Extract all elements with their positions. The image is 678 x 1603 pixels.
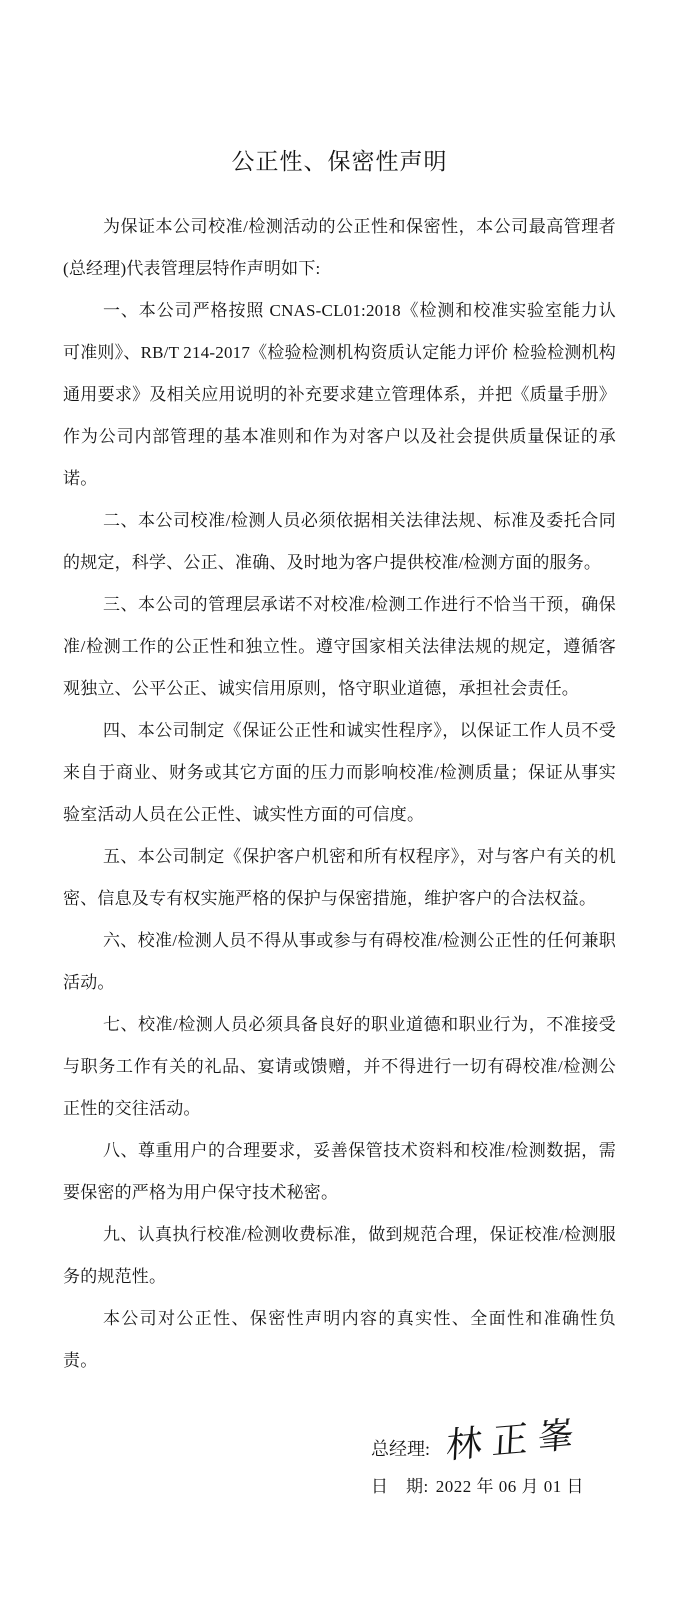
statement-body bbox=[63, 206, 616, 1382]
document-content bbox=[63, 142, 616, 1497]
general-manager-label: 总经理: bbox=[371, 1439, 431, 1459]
page-title: 公正性、保密性声明 bbox=[231, 149, 448, 174]
date-label: 日 期: bbox=[371, 1477, 429, 1496]
statement-paragraph: 为保证本公司校准/检测活动的公正性和保密性，本公司最高管理者(总经理)代表管理层特作声明如下: bbox=[63, 217, 616, 278]
statement-paragraph: 五、本公司制定《保护客户机密和所有权程序》，对与客户有关的机密、信息及专有权实施严格的保护与保密措施，维护客户的合法权益。 bbox=[63, 847, 616, 908]
statement-paragraph: 七、校准/检测人员必须具备良好的职业道德和职业行为，不准接受与职务工作有关的礼品、宴请或馈赠，并不得进行一切有碍校准/检测公正性的交往活动。 bbox=[63, 1015, 616, 1118]
date-value: 2022 年 06 月 01 日 bbox=[435, 1477, 584, 1496]
date-row bbox=[371, 1472, 616, 1497]
statement-paragraph: 八、尊重用户的合理要求，妥善保管技术资料和校准/检测数据，需要保密的严格为用户保守技术秘密。 bbox=[63, 1141, 616, 1202]
statement-paragraph: 一、本公司严格按照 CNAS-CL01:2018《检测和校准实验室能力认可准则》、RB/T 214-2017《检验检测机构资质认定能力评价 检验检测机构通用要求》及相关应用说明的补充要求建立管理体系，并把《质量手册》作为公司内部管理的基本准则和作为对客户以及社会提供质量保证的承诺。 bbox=[63, 301, 616, 488]
statement-paragraph: 三、本公司的管理层承诺不对校准/检测工作进行不恰当干预，确保准/检测工作的公正性和独立性。遵守国家相关法律法规的规定，遵循客观独立、公平公正、诚实信用原则，恪守职业道德，承担社会责任。 bbox=[63, 595, 616, 698]
statement-paragraph: 九、认真执行校准/检测收费标准，做到规范合理，保证校准/检测服务的规范性。 bbox=[63, 1225, 616, 1286]
statement-paragraph: 二、本公司校准/检测人员必须依据相关法律法规、标准及委托合同的规定，科学、公正、准确、及时地为客户提供校准/检测方面的服务。 bbox=[63, 511, 616, 572]
signature-block bbox=[63, 1408, 616, 1497]
signature-row bbox=[371, 1408, 616, 1467]
statement-paragraph: 本公司对公正性、保密性声明内容的真实性、全面性和准确性负责。 bbox=[63, 1309, 616, 1370]
statement-paragraph: 六、校准/检测人员不得从事或参与有碍校准/检测公正性的任何兼职活动。 bbox=[63, 931, 616, 992]
statement-paragraph: 四、本公司制定《保证公正性和诚实性程序》，以保证工作人员不受来自于商业、财务或其它方面的压力而影响校准/检测质量；保证从事实验室活动人员在公正性、诚实性方面的可信度。 bbox=[63, 721, 616, 824]
general-manager-handwritten-signature: 林正峯 bbox=[445, 1413, 585, 1467]
